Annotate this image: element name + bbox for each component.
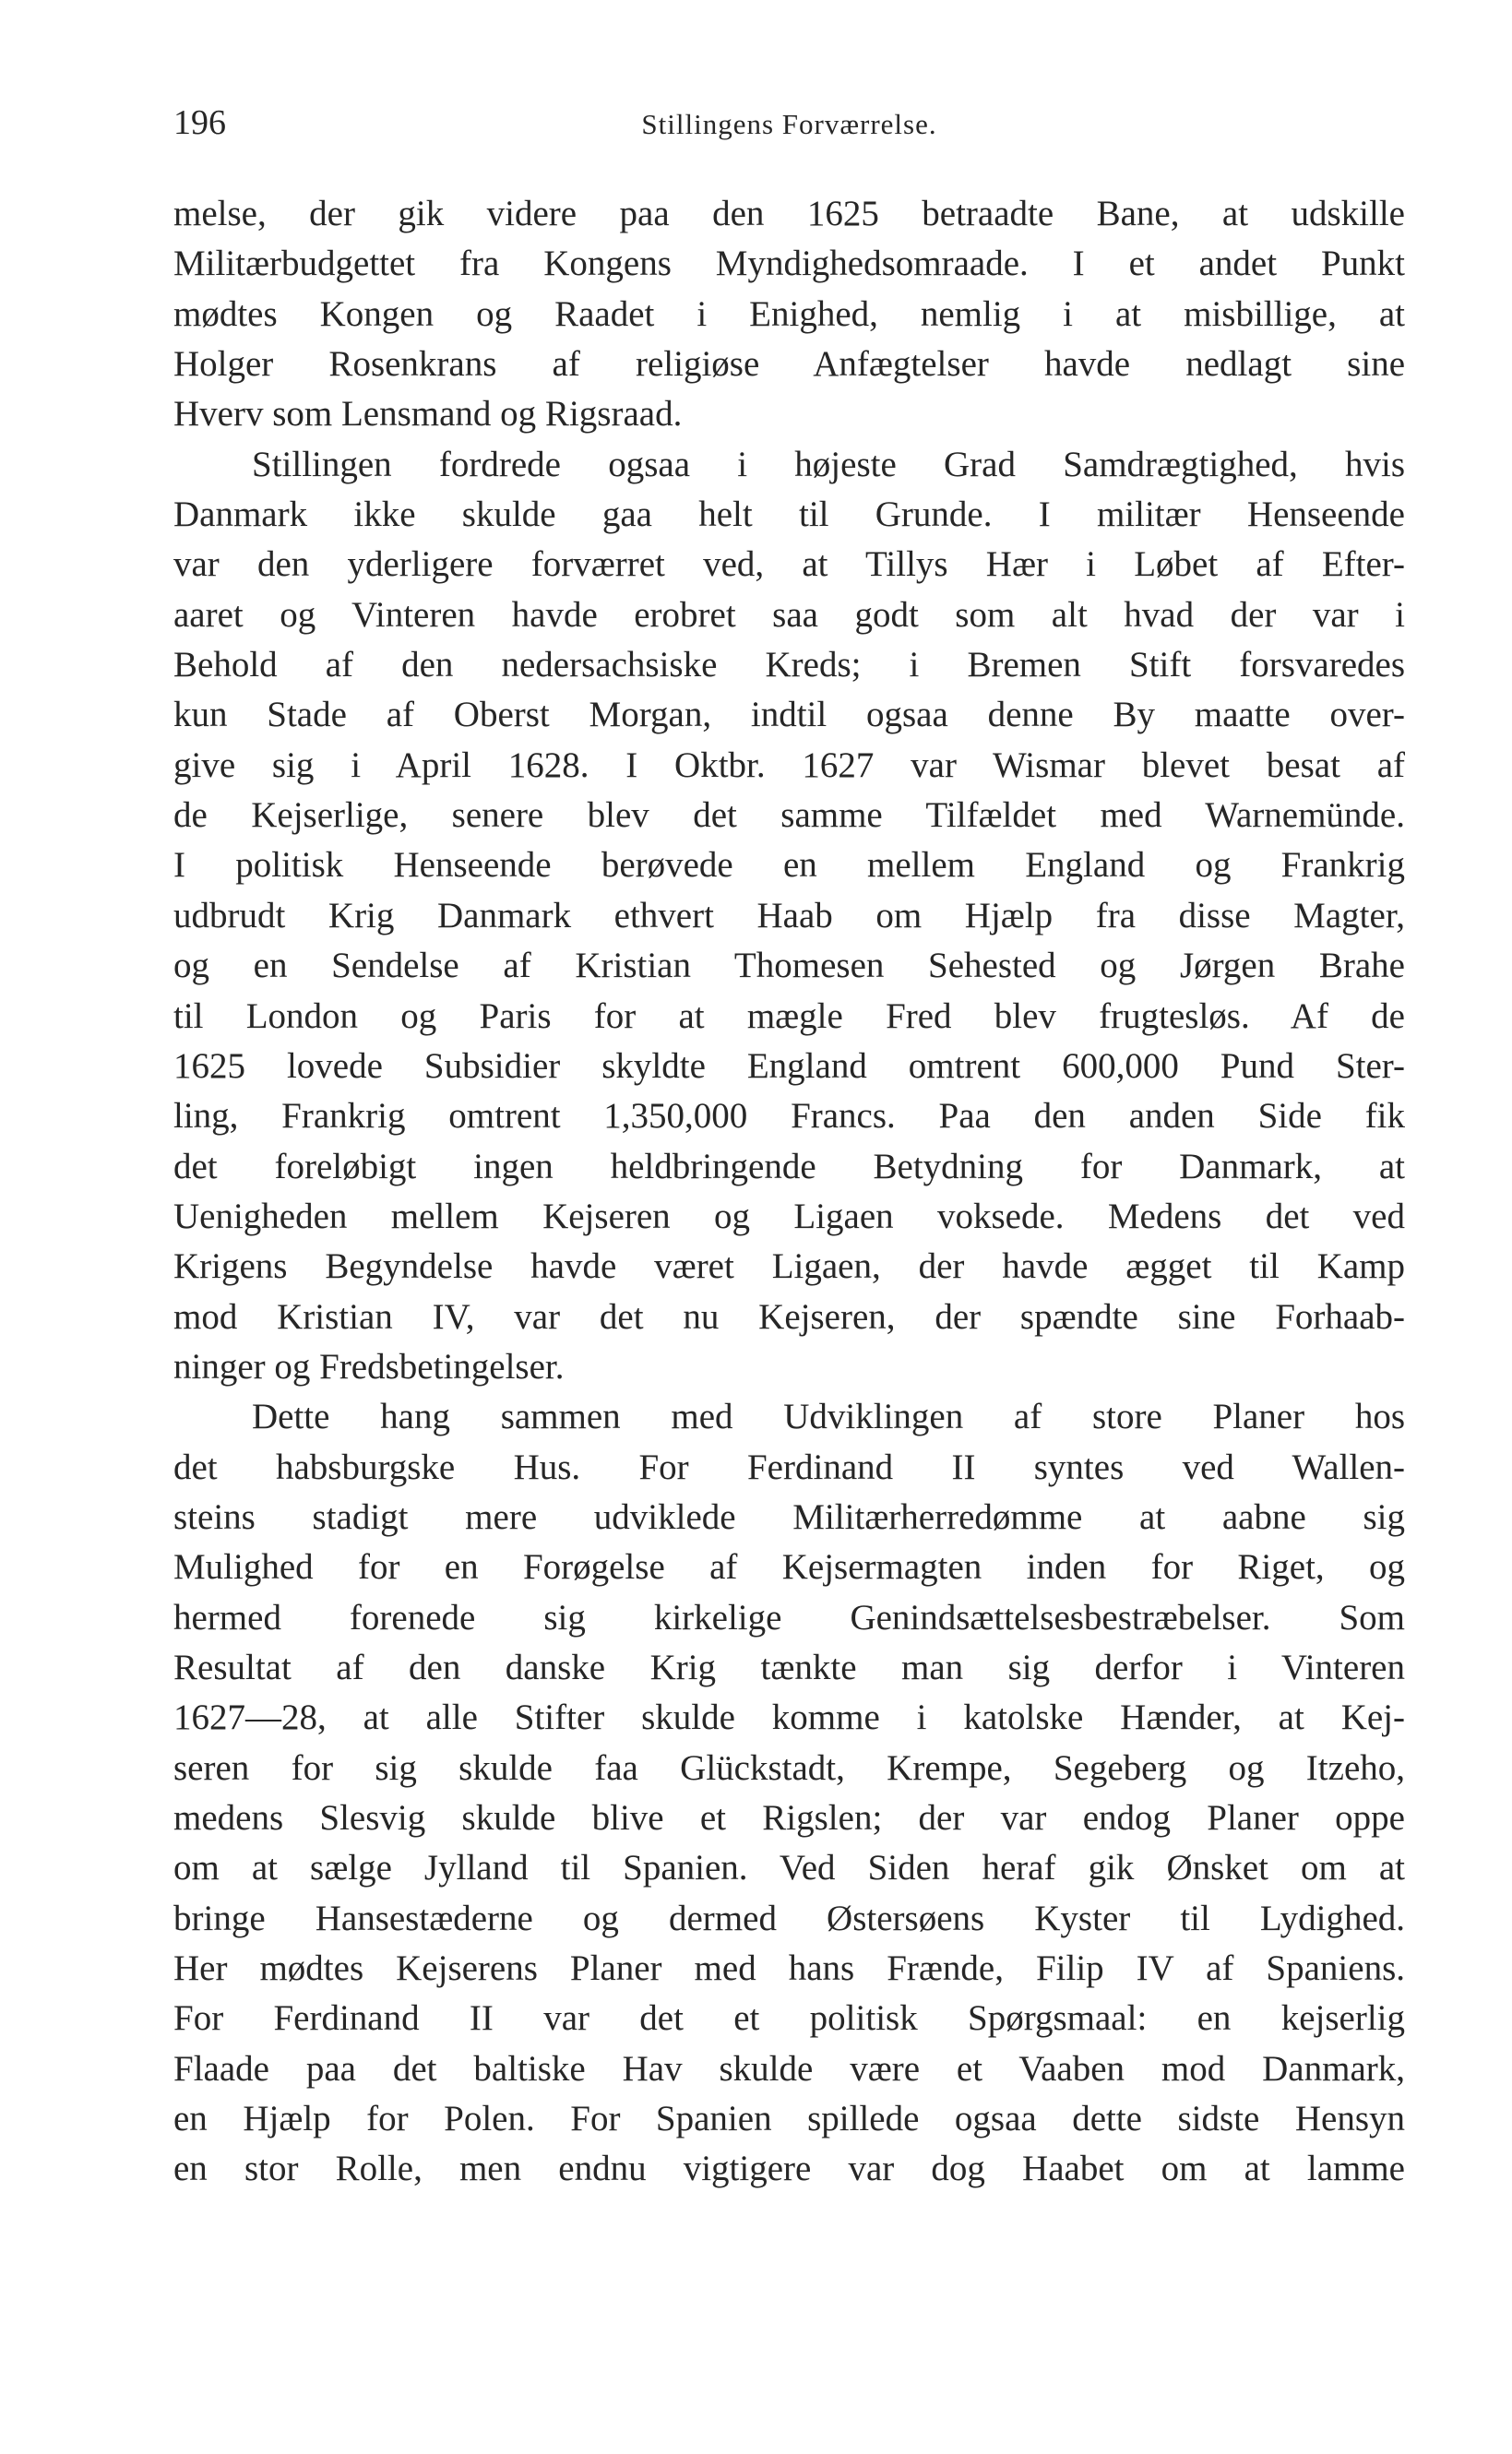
text-line: Krigens Begyndelse havde været Ligaen, der havde ægget til Kamp: [173, 1246, 1405, 1287]
text-line: Flaade paa det baltiske Hav skulde være et Vaaben mod Danmark,: [173, 2048, 1405, 2089]
text-line: og en Sendelse af Kristian Thomesen Sehested og Jørgen Brahe: [173, 946, 1405, 986]
text-line: udbrudt Krig Danmark ethvert Haab om Hjælp fra disse Magter,: [173, 895, 1405, 935]
text-line: bringe Hansestæderne og dermed Østersøens Kyster til Lydighed.: [173, 1898, 1405, 1938]
text-line: 1625 lovede Subsidier skyldte England omtrent 600,000 Pund Ster-: [173, 1045, 1405, 1086]
text-line: Uenigheden mellem Kejseren og Ligaen voksede. Medens det ved: [173, 1196, 1405, 1236]
text-line: Danmark ikke skulde gaa helt til Grunde. I militær Henseende: [173, 494, 1405, 535]
text-line: om at sælge Jylland til Spanien. Ved Siden heraf gik Ønsket om at: [173, 1848, 1405, 1888]
text-line: Resultat af den danske Krig tænkte man sig derfor i Vinteren: [173, 1647, 1405, 1687]
text-line: en Hjælp for Polen. For Spanien spillede ogsaa dette sidste Hensyn: [173, 2099, 1405, 2139]
text-line: de Kejserlige, senere blev det samme Tilfældet med Warnemünde.: [173, 795, 1405, 836]
text-line: hermed forenede sig kirkelige Genindsættelsesbestræbelser. Som: [173, 1597, 1405, 1638]
text-line: Mulighed for en Forøgelse af Kejsermagten inden for Riget, og: [173, 1547, 1405, 1588]
text-line: kun Stade af Oberst Morgan, indtil ogsaa denne By maatte over-: [173, 695, 1405, 735]
text-line: mødtes Kongen og Raadet i Enighed, nemlig i at misbillige, at: [173, 293, 1405, 334]
text-line: For Ferdinand II var det et politisk Spørgsmaal: en kejserlig: [173, 1998, 1405, 2039]
text-line: mod Kristian IV, var det nu Kejseren, der spændte sine Forhaab-: [173, 1296, 1405, 1337]
text-line: Behold af den nedersachsiske Kreds; i Bremen Stift forsvaredes: [173, 645, 1405, 685]
text-line: det habsburgske Hus. For Ferdinand II syntes ved Wallen-: [173, 1447, 1405, 1487]
text-line: det foreløbigt ingen heldbringende Betydning for Danmark, at: [173, 1146, 1405, 1186]
text-line: I politisk Henseende berøvede en mellem England og Frankrig: [173, 845, 1405, 886]
text-line: var den yderligere forværret ved, at Tillys Hær i Løbet af Efter-: [173, 544, 1405, 585]
text-line: Her mødtes Kejserens Planer med hans Frænde, Filip IV af Spaniens.: [173, 1948, 1405, 1989]
text-line: seren for sig skulde faa Glückstadt, Krempe, Segeberg og Itzeho,: [173, 1747, 1405, 1788]
text-line: steins stadigt mere udviklede Militærherredømme at aabne sig: [173, 1496, 1405, 1537]
body-text: [173, 189, 1405, 2195]
text-line: medens Slesvig skulde blive et Rigslen; der var endog Planer oppe: [173, 1798, 1405, 1838]
text-line: melse, der gik videre paa den 1625 betraadte Bane, at udskille: [173, 194, 1405, 233]
text-line: Stillingen fordrede ogsaa i højeste Grad Samdrægtighed, hvis: [252, 444, 1405, 484]
running-head: [173, 100, 1405, 146]
text-line: Dette hang sammen med Udviklingen af store Planer hos: [252, 1397, 1405, 1437]
text-line: 1627—28, at alle Stifter skulde komme i katolske Hænder, at Kej-: [173, 1698, 1405, 1738]
text-line: Hverv som Lensmand og Rigsraad.: [173, 394, 683, 435]
text-line: til London og Paris for at mægle Fred blev frugtesløs. Af de: [173, 995, 1405, 1036]
text-line: give sig i April 1628. I Oktbr. 1627 var Wismar blevet besat af: [173, 745, 1405, 785]
text-line: en stor Rolle, men endnu vigtigere var dog Haabet om at lamme: [173, 2149, 1405, 2189]
text-line: ninger og Fredsbetingelser.: [173, 1346, 565, 1387]
page-number: 196: [173, 103, 226, 142]
running-title: Stillingens Forværrelse.: [641, 108, 937, 140]
text-line: Militærbudgettet fra Kongens Myndighedsomraade. I et andet Punkt: [173, 244, 1405, 284]
text-line: ling, Frankrig omtrent 1,350,000 Francs. Paa den anden Side fik: [173, 1096, 1405, 1137]
text-line: Holger Rosenkrans af religiøse Anfægtelser havde nedlagt sine: [173, 344, 1405, 385]
text-line: aaret og Vinteren havde erobret saa godt som alt hvad der var i: [173, 594, 1405, 635]
